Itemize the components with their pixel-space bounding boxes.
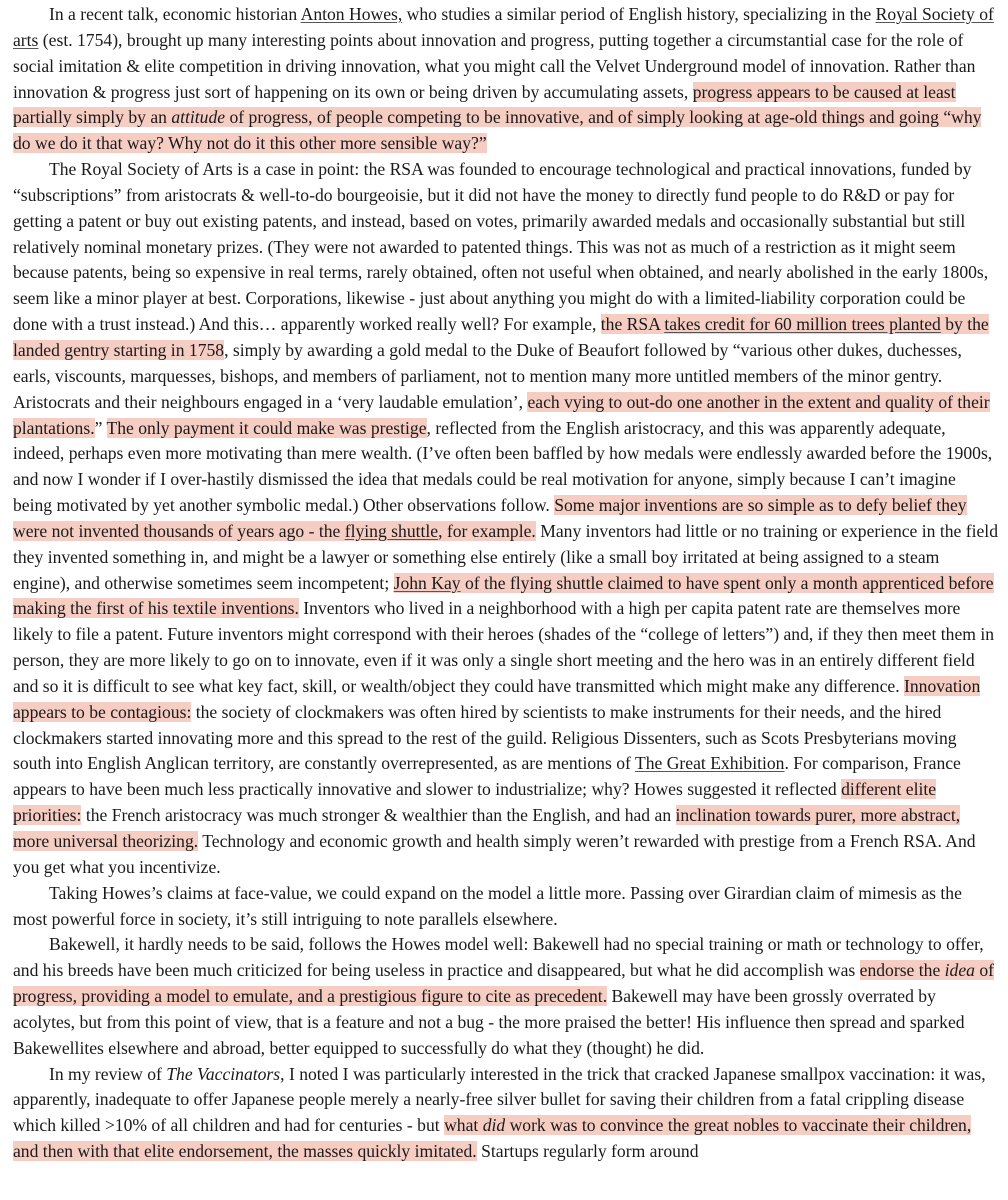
paragraph-text (13, 1062, 998, 1165)
highlighted-text: each vying to out-do one another in the extent and quality of their plantations. (13, 391, 990, 438)
highlighted-text: what (444, 1115, 483, 1136)
text-run: Bakewell may have been grossly overrated by acolytes, but from this point of view, that is a feature and not a bug - the more praised the better! His influence then spread and sparked Bakewellites elsewhere and abroad, better equipped to successfully do what they (thought) he did. (13, 986, 965, 1058)
highlighted-text: different elite priorities: (13, 779, 937, 826)
highlighted-text: of progress, of people competing to be innovative, and of simply looking at age-old things and going “why do we do it that way? Why not do it this other more sensible way?” (13, 107, 982, 154)
highlighted-text: Innovation appears to be contagious: (13, 675, 981, 722)
highlighted-text: Some major inventions are so simple as to defy belief they were not invented thousands of years ago - the (13, 495, 967, 541)
emphasis-text: attitude (171, 107, 226, 128)
paragraph (13, 881, 998, 933)
text-run: the society of clockmakers was often hired by scientists to make instruments for their needs, and the hired clockmakers started innovating more and this spread to the rest of the guild. Religious Dissenters, such as Scots Presbyterians moving south into English Anglican territory, are constantly overrepresented, as are mentions of (13, 701, 957, 774)
highlighted-text: of the flying shuttle claimed to have spent only a month apprenticed before making the first of his textile inventions. (13, 572, 994, 619)
link-john-kay[interactable]: John Kay (393, 572, 461, 593)
link-anton-howes[interactable]: Anton Howes, (300, 4, 403, 24)
text-run: Taking Howes’s claims at face-value, we could expand on the model a little more. Passing over Girardian claim of mimesis as the most powerful force in society, it’s still intriguing to note parallels elsewhere. (13, 882, 962, 929)
text-run: The Royal Society of Arts is a case in point: the RSA was founded to encourage technological and practical innovations, funded by “subscriptions” from aristocrats & well-to-do bourgeoisie, but it did not have the money to directly fund people to do R&D or pay for getting a patent or buy out existing patents, and instead, based on votes, primarily awarded medals and occasionally substantial but still relatively nominal monetary prizes. (They were not awarded to patented things. This was not as much of a restriction as it might seem because patents, being so expensive in real terms, rarely obtained, often not useful when obtained, and nearly abolished in the early 1800s, seem like a minor player at best. Corporations, likewise - just about anything you might do with a limited-liability corporation could be done with a trust instead.) And this… apparently worked really well? For example, (13, 159, 989, 335)
text-run: Startups regularly form around (476, 1141, 699, 1162)
text-run: Inventors who lived in a neighborhood with a high per capita patent rate are themselves more likely to file a patent. Future inventors might correspond with their heroes (shades of the “college of letters”) and, if they then meet them in person, they are more likely to go on to innovate, even if it was only a single short meeting and the hero was in an entirely different field and so it is difficult to see what key fact, skill, or wealth/object they could have transmitted which might make any difference. (13, 598, 995, 696)
paragraph (13, 157, 998, 881)
highlighted-text: endorse the (859, 960, 945, 981)
paragraph-text (13, 2, 998, 157)
text-run: , reflected from the English aristocracy, and this was apparently adequate, indeed, perhaps even more motivating than mere wealth. (I’ve often been baffled by how medals were endlessly awarded before the 1900s, and now I wonder if I over-hastily dismissed the idea that medals could be real motivation for anyone, simply because I can’t imagine being motivated by yet another symbolic medal.) Other observations follow. (13, 417, 993, 516)
highlighted-text: inclination towards purer, more abstract, more universal theorizing. (13, 805, 961, 851)
link-great-exhibition[interactable]: The Great Exhibition (634, 753, 785, 774)
highlighted-text: of progress, providing a model to emulate, and a prestigious figure to cite as precedent. (13, 960, 995, 1007)
paragraph (13, 1062, 998, 1165)
text-run: (est. 1754), brought up many interesting points about innovation and progress, putting together a circumstantial case for the role of social imitation & elite competition in driving innovation, what you might call the Velvet Underground model of innovation. Rather than innovation & progress just sort of happening on its own or being driven by accumulating assets, (13, 29, 976, 102)
highlighted-text: The only payment it could make was prestige (106, 417, 427, 438)
highlighted-text: the RSA (600, 314, 665, 335)
text-run: the French aristocracy was much stronger & wealthier than the English, and had an (81, 805, 676, 826)
text-run: . For comparison, France appears to have been much less practically innovative and slower to industrialize; why? Howes suggested it reflected (13, 753, 961, 800)
text-run: In a recent talk, economic historian (49, 4, 301, 24)
text-run: Technology and economic growth and health simply weren’t rewarded with prestige from a French RSA. And you get what you incentivize. (13, 831, 976, 877)
link-60-million-trees[interactable]: takes credit for 60 million trees planted (664, 314, 941, 335)
text-run: ” (94, 417, 107, 438)
text-run: Bakewell, it hardly needs to be said, follows the Howes model well: Bakewell had no special training or math or technology to offer, and his breeds have been much criticized for being useless in practice and disappeared, but what he did accomplish was (13, 934, 984, 981)
paragraph (13, 932, 998, 1061)
highlighted-text: by the landed gentry starting in 1758 (13, 314, 989, 360)
paragraph-text (13, 932, 998, 1061)
highlighted-text: progress appears to be caused at least partially simply by an (13, 81, 956, 128)
text-run: Many inventors had little or no training or experience in the field they invented something in, and might be a lawyer or something else entirely (like a small boy irritated at being assigned to a steam engine), and otherwise sometimes seem incompetent; (13, 520, 998, 593)
emphasis-text: The Vaccinators (166, 1063, 281, 1084)
link-flying-shuttle[interactable]: flying shuttle (344, 520, 439, 541)
emphasis-text: idea (944, 960, 975, 981)
text-run: , simply by awarding a gold medal to the Duke of Beaufort followed by “various other dukes, duchesses, earls, viscounts, marquesses, bishops, and members of parliament, not to mention many more untitled members of the minor gentry. Aristocrats and their neighbours engaged in a ‘very laudable emulation’, (13, 339, 962, 412)
emphasis-text: did (482, 1115, 506, 1136)
highlighted-text: , for example. (438, 520, 536, 541)
highlighted-text: work was to convince the great nobles to vaccinate their children, and then with that elite endorsement, the masses quickly imitated. (13, 1115, 972, 1162)
paragraph-text (13, 881, 998, 933)
paragraph (13, 2, 998, 157)
paragraph-text (13, 157, 998, 881)
text-run: In my review of (49, 1063, 167, 1084)
text-run: who studies a similar period of English history, specializing in the (402, 4, 876, 24)
text-run: , I noted I was particularly interested in the trick that cracked Japanese smallpox vaccination: it was, apparently, inadequate to offer Japanese people merely a nearly-free silver bullet for saving their children from a fatal crippling disease which killed >10% of all children and had for centuries - but (13, 1063, 986, 1136)
link-royal-society-of-arts[interactable]: Royal Society of arts (13, 4, 994, 50)
